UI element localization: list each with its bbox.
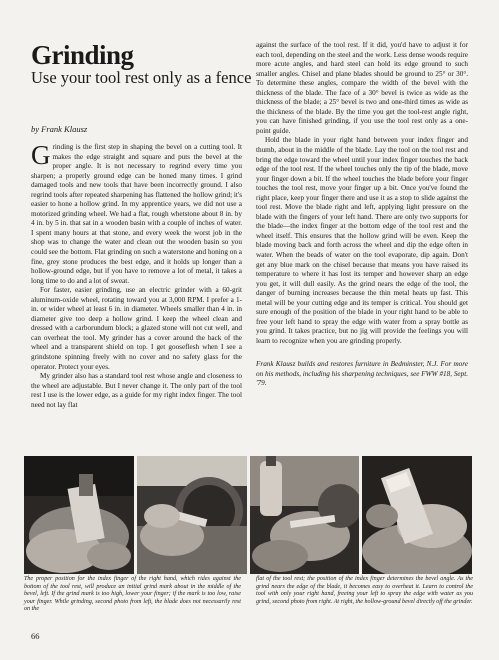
photo-finger-position	[24, 456, 134, 574]
author-bio: Frank Klausz builds and restores furniture in Bedminster, N.J. For more on his methods, including his sharpening techniques, see FWW #18, Sept. '79.	[256, 360, 469, 387]
paragraph	[31, 143, 242, 286]
photo-caption-right: flat of the tool rest; the position of the index finger determines the bevel angle. As the grind nears the edge of the blade, it becomes easy to overheat it. Learn to control the tool with only your right hand, freeing your left to spray the edge with water as you grind, second photo from right. At right, the hollow-ground bevel directly off the grinder.	[256, 576, 473, 605]
paragraph: My grinder also has a standard tool rest whose angle and closeness to the wheel are adjustable. But I never change it. The only part of the tool rest I use is the lower edge, as a guide for my right index finger. The tool need not lay flat	[31, 372, 242, 409]
paragraph: For faster, easier grinding, use an electric grinder with a 60-grit aluminum-oxide wheel, rotating toward you at 3,000 RPM. I prefer a 1-in. or wider wheel at least 6 in. in diameter. Wheels smaller than 4 in. in diameter give too deep a hollow grind. I keep the wheel clean and dressed with a carborundum block; a glazed stone will not cut well, and can overheat the tool. My grinder has a cover around the back of the wheel and a transparent shield on top. I get gooseflesh when I see a grindstone spinning freely with no cover and no safety glass for the operator. Protect your eyes.	[31, 286, 242, 371]
page-number: 66	[31, 631, 40, 641]
paragraph-text: rinding is the first step in shaping the bevel on a cutting tool. It makes the edge straight and square and puts the bevel at the proper angle. It is not necessary to regrind every time you sharpen; a properly ground edge can be honed many times. I grind damaged tools and new tools that have been incorrectly ground. I also regrind tools after repeated sharpening has flattened the hollow grind; it's easier to hone a hollow grind. In my apprentice years, we did not use a motorized grinding wheel. We had a flat, rough whetstone about 8 in. by 4 in. by 5 in. that sat in a wooden basin with a couple of inches of water. I spent many hours at that stone, and every week the worst job in the shop was to change the water and clean out the wooden basin so you could see the bottom. Flat grinding on such a waterstone and honing on a fine, grey stone produces the best edge, and it holds up longer than a hollow-ground edge, but if you have to remove a lot of metal, it takes a long time to do and a lot of sweat.	[31, 143, 242, 285]
byline: by Frank Klausz	[31, 124, 88, 134]
photo-strip	[24, 456, 472, 574]
paragraph: Hold the blade in your right hand between your index finger and thumb, about in the middle of the blade. Lay the tool on the tool rest and bring the edge toward the wheel until your index finger touches the back edge of the tool rest. If the wheel touches only the tip of the blade, move your finger down a bit. If the wheel touches the blade before your finger touches the tool rest, move your finger up a bit. Once you've found the right place, keep your finger there and use it as a stop to slide against the tool rest. Move the blade right and left, applying light pressure on the blade with the fingers of your left hand. There are only two supports for the blade—the index finger at the bottom edge of the tool rest and the wheel itself. This ensures that the hollow grind will be even. Keep the blade moving back and forth across the wheel and dip the edge often in water. When the beads of water on the tool evaporate, dip again. Don't get any blue mark on the chisel because that means you have raised its temperature to where it has lost its temper and however sharp an edge you get, it will dull easily. As the grind nears the edge of the tool, the danger of burning increases because the thin metal heats up fast. This metal will be your cutting edge and its temper is critical. You should get sure enough of the position of the blade in your right hand to be able to free your left hand to spray the edge with water from a spray bottle as you grind. It takes practice, but no jig will provide the feelings you will learn to recognize when you are grinding properly.	[256, 136, 468, 345]
article-subtitle: Use your tool rest only as a fence	[31, 68, 252, 87]
body-column-left	[31, 143, 242, 441]
body-column-right	[256, 41, 468, 361]
photo-grinding-at-wheel	[137, 456, 247, 574]
photo-spraying-water	[250, 456, 360, 574]
photo-caption-left: The proper position for the index finger of the right hand, which rides against the bottom of the tool rest, will produce an initial grind mark about in the middle of the bevel, left. If the grind mark is too high, lower your finger; if the mark is too low, raise your finger. While grinding, second photo from left, the blade does not necessarily rest on the	[24, 576, 241, 613]
photo-hollow-ground-bevel	[362, 456, 472, 574]
drop-cap: G	[31, 143, 51, 170]
article-title: Grinding	[31, 40, 134, 70]
paragraph: against the surface of the tool rest. If it did, you'd have to adjust it for each tool, depending on the steel and the work. Less dense woods require more acute angles, and hard steel can hold its edge ground to such smaller angles. Chisel and plane blades should be ground to 25° or 30°. To determine these angles, compare the width of the bevel with the thickness of the blade. The face of a 30° bevel is twice as wide as the thickness of the blade; a 25° bevel is two and one-third times as wide as the thickness of the blade. By the time you get the tool-rest angle right, you can have finished grinding, if you use the tool rest only as a one-point guide.	[256, 41, 468, 135]
